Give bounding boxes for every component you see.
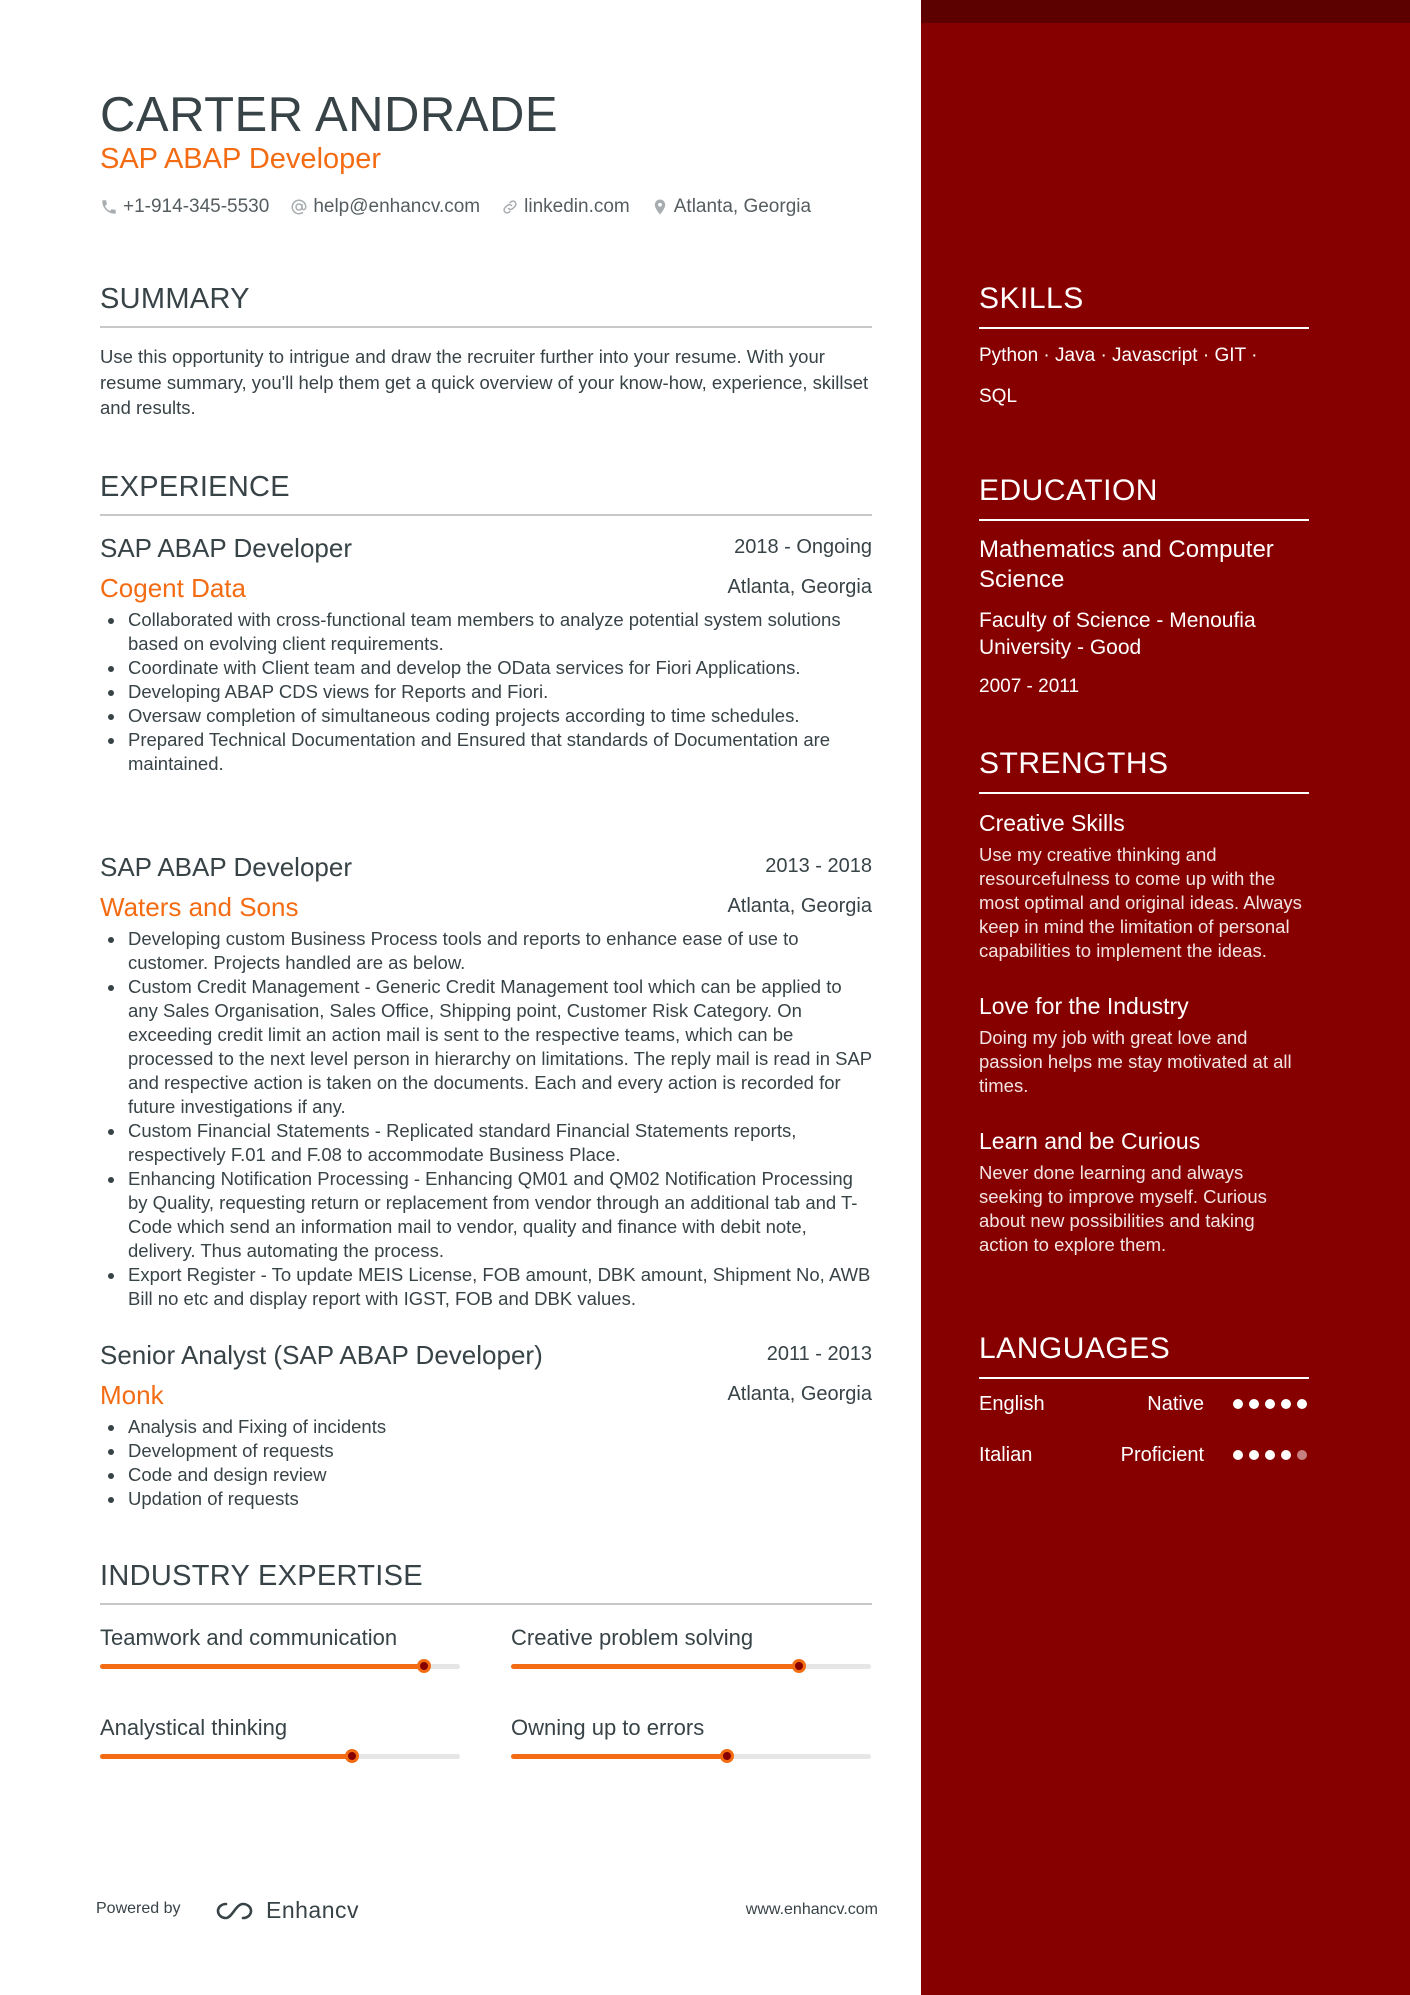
expertise-label: Analystical thinking [100,1715,288,1740]
candidate-name: CARTER ANDRADE [100,88,559,142]
expertise-bar-knob [345,1749,359,1763]
contact-linkedin[interactable] [501,196,630,218]
job-role: SAP ABAP Developer [100,852,352,882]
job-company: Waters and Sons [100,892,299,922]
language-name: English [979,1393,1045,1415]
languages-heading: LANGUAGES [979,1331,1309,1379]
job-entry [100,851,872,1311]
contact-phone[interactable] [100,196,269,218]
job-entry [100,532,872,776]
job-bullet: Custom Financial Statements - Replicated standard Financial Statements reports, respectively F.01 and F.08 to accommodate Business Place. [100,1119,872,1167]
skills-section [979,281,1309,417]
job-dates: 2013 - 2018 [765,855,872,877]
language-row [979,1442,1309,1493]
footer [96,1897,878,1927]
education-section [979,473,1309,699]
rating-dot-filled [1281,1399,1291,1409]
rating-dot-filled [1249,1399,1259,1409]
job-location: Atlanta, Georgia [727,1383,872,1405]
language-dots [1233,1450,1307,1460]
contact-location [651,196,811,218]
job-bullet: Updation of requests [100,1487,872,1511]
linkedin-text: linkedin.com [524,196,630,217]
strength-item [979,1126,1309,1257]
job-bullet: Custom Credit Management - Generic Credit Management tool which can be applied to any Sales Organisation, Sales Office, Shipping point, Customer Risk Category. On exceeding credit limit an action mail is sent to the respective teams, which can be processed to the next level person in hierarchy on limitations. The reply mail is read in SAP and respective action is taken on the documents. Each and every action is recorded for future investigations if any. [100,975,872,1119]
rating-dot-filled [1233,1450,1243,1460]
expertise-label: Owning up to errors [511,1715,705,1740]
location-text: Atlanta, Georgia [673,196,812,217]
expertise-item [100,1624,460,1669]
expertise-label: Creative problem solving [511,1625,754,1650]
job-bullets [100,1415,872,1511]
strengths-section [979,746,1309,1257]
strength-item [979,808,1309,963]
language-level: Native [1147,1393,1204,1415]
job-bullet: Export Register - To update MEIS License, FOB amount, DBK amount, Shipment No, AWB Bill no etc and display report with IGST, FOB and DBK values. [100,1263,872,1311]
language-dots [1233,1399,1307,1409]
job-bullet: Collaborated with cross-functional team members to analyze potential system solutions based on evolving client requirements. [100,608,872,656]
job-bullet: Enhancing Notification Processing - Enhancing QM01 and QM02 Notification Processing by Quality, requesting return or replacement from vendor through an additional tab and T-Code which send an information mail to vendor, quality and finance with debit note, delivery. Thus automating the process. [100,1167,872,1263]
rating-dot-filled [1281,1450,1291,1460]
expertise-bar-fill [511,1664,799,1669]
job-location: Atlanta, Georgia [727,895,872,917]
job-bullets [100,927,872,1311]
job-company: Cogent Data [100,573,246,603]
language-name: Italian [979,1444,1033,1466]
job-bullet: Coordinate with Client team and develop the OData services for Fiori Applications. [100,656,872,680]
strength-title: Love for the Industry [979,993,1189,1019]
job-role: Senior Analyst (SAP ABAP Developer) [100,1340,543,1370]
link-icon [501,198,519,216]
expertise-bar-knob [792,1659,806,1673]
job-bullet: Developing custom Business Process tools and reports to enhance ease of use to customer. Projects handled are as below. [100,927,872,975]
strengths-heading: STRENGTHS [979,746,1309,794]
expertise-bar [511,1664,871,1669]
strength-title: Learn and be Curious [979,1128,1201,1154]
expertise-heading: INDUSTRY EXPERTISE [100,1558,872,1605]
strength-desc: Doing my job with great love and passion helps me stay motivated at all times. [979,1027,1292,1096]
strength-desc: Never done learning and always seeking to improve myself. Curious about new possibilities and taking action to explore them. [979,1162,1267,1255]
at-icon [290,198,308,216]
website-link[interactable]: www.enhancv.com [745,1901,878,1918]
skills-list [979,335,1309,417]
experience-heading: EXPERIENCE [100,469,872,516]
job-dates: 2011 - 2013 [766,1343,872,1365]
languages-section [979,1331,1309,1493]
expertise-bar [100,1754,460,1759]
summary-text: Use this opportunity to intrigue and draw the recruiter further into your resume. With your resume summary, you'll help them get a quick overview of your know-how, experience, skillset and results. [100,346,869,418]
expertise-bar-fill [100,1754,352,1759]
language-row [979,1391,1309,1442]
sidebar-top-band [921,0,1410,23]
expertise-item [511,1714,871,1759]
job-location: Atlanta, Georgia [727,576,872,598]
expertise-bar-fill [100,1664,424,1669]
summary-heading: SUMMARY [100,281,872,328]
job-entry [100,1339,872,1511]
location-pin-icon [651,198,669,216]
job-bullet: Code and design review [100,1463,872,1487]
rating-dot-filled [1265,1450,1275,1460]
sidebar [921,0,1410,1995]
skills-line: SQL [979,386,1018,407]
strength-title: Creative Skills [979,810,1125,836]
phone-text: +1-914-345-5530 [123,196,270,217]
expertise-bar-knob [417,1659,431,1673]
education-dates: 2007 - 2011 [979,676,1080,697]
education-heading: EDUCATION [979,473,1309,521]
education-school: Faculty of Science - Menoufia University - Good [979,609,1256,659]
expertise-bar-fill [511,1754,727,1759]
contact-email[interactable] [290,196,480,218]
rating-dot-empty [1297,1450,1307,1460]
enhancv-logo[interactable] [214,1897,359,1924]
job-bullet: Analysis and Fixing of incidents [100,1415,872,1439]
language-level: Proficient [1120,1444,1204,1466]
candidate-title: SAP ABAP Developer [100,143,382,175]
email-text: help@enhancv.com [313,196,481,217]
strength-item [979,991,1309,1098]
expertise-label: Teamwork and communication [100,1625,398,1650]
job-bullets [100,608,872,776]
skills-line: Python · Java · Javascript · GIT · [979,345,1258,366]
job-company: Monk [100,1380,164,1410]
rating-dot-filled [1233,1399,1243,1409]
expertise-item [511,1624,871,1669]
job-bullet: Developing ABAP CDS views for Reports and Fiori. [100,680,872,704]
job-role: SAP ABAP Developer [100,533,352,563]
job-dates: 2018 - Ongoing [734,536,872,558]
rating-dot-filled [1297,1399,1307,1409]
powered-by-text: Powered by [96,1900,181,1917]
job-bullet: Oversaw completion of simultaneous coding projects according to time schedules. [100,704,872,728]
job-bullet: Prepared Technical Documentation and Ensured that standards of Documentation are maintained. [100,728,872,776]
expertise-grid [100,1624,872,1804]
expertise-bar [100,1664,460,1669]
job-bullet: Development of requests [100,1439,872,1463]
infinity-logo-icon [214,1900,260,1922]
skills-heading: SKILLS [979,281,1309,329]
expertise-bar-knob [720,1749,734,1763]
expertise-bar [511,1754,871,1759]
education-degree: Mathematics and Computer Science [979,536,1274,593]
contact-bar [100,196,832,218]
strength-desc: Use my creative thinking and resourcefulness to come up with the most optimal and original ideas. Always keep in mind the limitation of personal capabilities to implement the ideas. [979,844,1302,961]
rating-dot-filled [1265,1399,1275,1409]
brand-name: Enhancv [266,1897,360,1923]
phone-icon [100,198,118,216]
expertise-item [100,1714,460,1759]
rating-dot-filled [1249,1450,1259,1460]
